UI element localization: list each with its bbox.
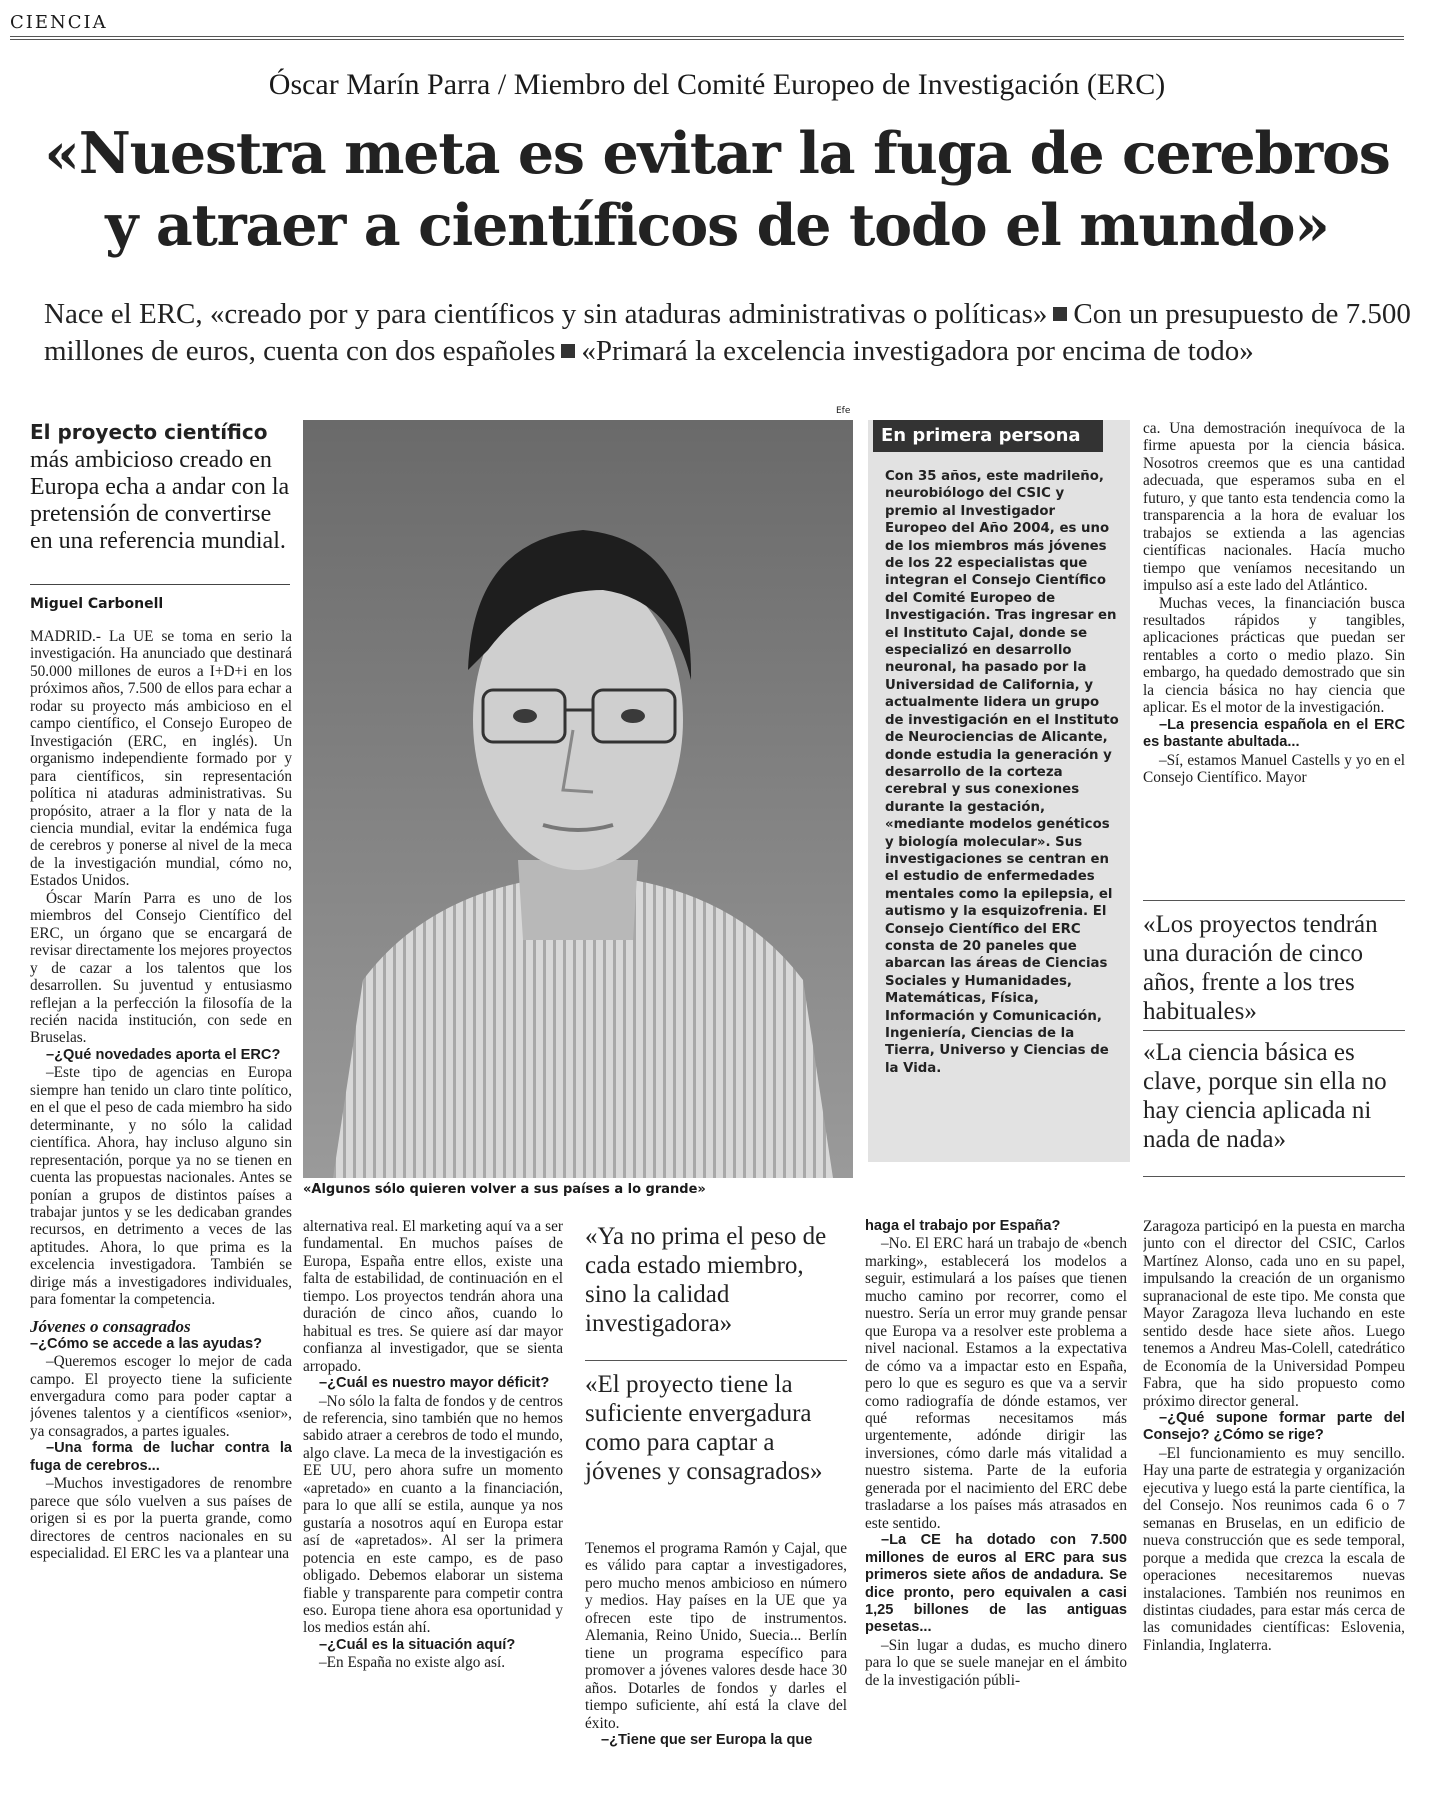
answer: –No. El ERC hará un trabajo de «bench marking», establecerá los modelos a seguir, estimulará a los países que tienen mucho camino por recorrer, como el nuestro. Sería un error muy grande pensar que Europa va a resolver este problema a nivel nacional. Estamos a la expectativa de cómo va a impactar esto en España, pero lo que es seguro es que va a servir como radiografía de dónde estamos, ver qué reformas necesitamos más urgentemente, adónde dirigir las inversiones, cómo darle más vitalidad a nuestro sistema. Parte de la euforia generada por el nacimiento del ERC debe trasladarse a los países más atrasados en este sentido. [865,1235,1127,1532]
paragraph: MADRID.- La UE se toma en serio la investigación. Ha anunciado que destinará 50.000 millones de euros a I+D+i en los próximos años, 7.500 de ellos para echar a rodar su proyecto más ambicioso en el campo científico, el Consejo Europeo de Investigación (ERC, en inglés). Un organismo independiente formado por y para científicos, sin representación política ni ataduras administrativas. Su propósito, atraer a la flor y nata de la ciencia mundial, evitar la endémica fuga de cerebros y ponerse al nivel de la meca de la investigación mundial, cómo no, Estados Unidos. [30,628,292,890]
question: –¿Tiene que ser Europa la que [601,1731,813,1748]
interviewee-line: Óscar Marín Parra / Miembro del Comité Europeo de Investigación (ERC) [268,68,1166,101]
answer: –Sí, estamos Manuel Castells y yo en el Consejo Científico. Mayor [1143,751,1405,787]
byline-divider [30,584,290,585]
lead-bold: El proyecto científico [30,420,268,444]
byline: Miguel Carbonell [30,596,164,612]
answer: –En España no existe algo así. [319,1654,506,1672]
answer: Zaragoza participó en la puesta en marcha junto con el director del CSIC, Carlos Martínez Alonso, cada uno en su papel, impulsando la creación de un organismo supranacional de este tipo. Me consta que Mayor Zaragoza lleva luchando en este sentido desde hace siete años. Luego tenemos a Andreu Mas-Colell, catedrático de Economía de la Universidad Pompeu Fabra, que ha sido propuesto como próximo director general. [1143,1218,1405,1410]
question: –¿Cuál es nuestro mayor déficit? [319,1375,550,1392]
section-label: CIENCIA [10,8,1404,40]
question: –Una forma de luchar contra la fuga de cerebros... [30,1440,292,1474]
column-1 [30,628,292,1798]
pull-quote-divider [1143,900,1405,901]
subhead-part-2: Con un presupuesto de 7.500 millones de euros, cuenta con dos españoles [44,298,1411,367]
paragraph: Óscar Marín Parra es uno de los miembros del Consejo Científico del ERC, un órgano que se encargará de revisar directamente los mejores proyectos y de cazar a los talentos que los desarrollen. Su juventud y entusiasmo reflejan a la perfección la filosofía de la recién nacida institución, con sede en Bruselas. [30,889,292,1047]
pull-quote: «Ya no prima el peso de cada estado miembro, sino la calidad investigadora» [585,1223,827,1337]
question: –La CE ha dotado con 7.500 millones de euros al ERC para sus primeros siete años de andadura. Se dice pronto, pero equivalen a casi 1,25 billones de las antiguas pesetas... [865,1532,1127,1636]
portrait-illustration [303,420,853,1178]
lead-text: más ambicioso creado en Europa echa a andar con la pretensión de convertirse en una referencia mundial. [30,447,290,554]
answer: –Queremos escoger lo mejor de cada campo. El proyecto tiene la suficiente envergadura como para poder captar a jóvenes talentos y a científicos «senior», ya consagrados, a partes iguales. [30,1353,292,1440]
pull-quote-divider [1143,1030,1405,1031]
question: –¿Qué novedades aporta el ERC? [46,1046,281,1063]
column-5-bottom [1143,1218,1405,1798]
answer: Muchas veces, la financiación busca resultados rápidos y tangibles, aplicaciones prácticas que puedan ser rentables a corto o medio plazo. Sin embargo, ha quedado demostrado que sin la ciencia básica no hay ciencia que aplicar. Es el motor de la investigación. [1143,594,1405,717]
question: haga el trabajo por España? [865,1218,1061,1234]
question: –¿Cómo se accede a las ayudas? [30,1335,262,1352]
question: –¿Qué supone formar parte del Consejo? ¿Cómo se rige? [1143,1409,1405,1444]
subhead-part-3: «Primará la excelencia investigadora por encima de todo» [581,335,1254,367]
column-5-top [1143,420,1405,816]
section-subhead: Jóvenes o consagrados [30,1316,191,1336]
answer: –Muchos investigadores de renombre parece que sólo vuelven a sus países de origen si es por la puerta grande, como directores de centros nacionales en su especialidad. El ERC les va a plantear una [30,1475,292,1563]
answer: –No sólo la falta de fondos y de centros de referencia, sino también que no hemos sabido atraer a cerebros de todo el mundo, algo clave. La meca de la investigación es EE UU, pero ahora sufre un momento «apretado» en cuanto a la financiación, para lo que allí se estila, aunque ya nos gustaría a nosotros aquí en Europa estar así de «apretados». Al ser la primera potencia en este campo, es de paso obligado. Debemos elaborar un sistema fiable y transparente para competir contra eso. Europa tiene ahora esa oportunidad y los medios están ahí. [303,1392,563,1637]
answer: alternativa real. El marketing aquí va a ser fundamental. En muchos países de Europa, España entre ellos, existe una falta de estabilidad, de continuación en el tiempo. Los proyectos tendrán ahora una duración de cinco años, cuando lo habitual es tres. Se quiere así dar mayor confianza al investigador, que se sienta arropado. [303,1218,563,1375]
photo-credit: Efe [836,406,851,416]
answer: –El funcionamiento es muy sencillo. Hay una parte de estrategia y organización ejecutiva y luego está la parte científica, la del Consejo. Nos reunimos cada 6 o 7 semanas en Bruselas, en un edificio de nueva construcción que es sede temporal, porque a medida que crezca la escala de operaciones necesitaremos nuevas instalaciones. También nos reunimos en distintas ciudades, para estar más cerca de las comunidades científicas: Eslovenia, Finlandia, Inglaterra. [1143,1444,1405,1654]
question: –¿Cuál es la situación aquí? [319,1636,516,1653]
answer: Tenemos el programa Ramón y Cajal, que es válido para captar a investigadores, pero mucho menos ambicioso en número y medios. Hay países en la UE que ya ofrecen este tipo de instrumentos. Alemania, Reino Unido, Suecia... Berlín tiene un programa específico para promover a jóvenes valores desde hace 30 años. Dotarles de fondos y darles el tiempo suficiente, ahí está la clave del éxito. [585,1540,847,1732]
sidebar-text: Con 35 años, este madrileño, neurobiólogo del CSIC y premio al Investigador Europeo del Año 2004, es uno de los miembros más jóvenes de los 22 especialistas que integran el Consejo Científico del Comité Europeo de Investigación. Tras ingresar en el Instituto Cajal, donde se especializó en desarrollo neuronal, ha pasado por la Universidad de California, y actualmente lidera un grupo de investigación en el Instituto de Neurociencias de Alicante, donde estudia la generación y desarrollo de la corteza cerebral y sus conexiones durante la gestación, «mediante modelos genéticos y biología molecular». Sus investigaciones se centran en el estudio de enfermedades mentales como la epilepsia, el autismo y la esquizofrenia. El Consejo Científico del ERC consta de 20 paneles que abarcan las áreas de Ciencias Sociales y Humanidades, Matemáticas, Física, Información y Comunicación, Ingeniería, Ciencias de la Tierra, Universo y Ciencias de la Vida. [885,469,1119,1076]
answer: –Este tipo de agencias en Europa siempre han tenido un claro tinte político, en el que el peso de cada miembro ha sido determinante, y no sólo la calidad científica. Ahora, hay incluso alguno sin representación, porque ya no se tienen en cuenta las propuestas nacionales. Antes se ponían a grupos de distintos países a trabajar juntos y se les dedicaban grandes recursos, en detrimento a veces de las aptitudes. Ahora, lo que prima es la excelencia investigadora. También se dirige más a investigadores individuales, para fomentar la competencia. [30,1064,292,1309]
portrait-photo [303,420,853,1178]
headline: «Nuestra meta es evitar la fuga de cerebros y atraer a científicos de todo el mundo» [44,120,1390,259]
pull-quote: «El proyecto tiene la suficiente envergadura como para captar a jóvenes y consagrados» [585,1371,823,1485]
pull-quote: «Los proyectos tendrán una duración de cinco años, frente a los tres habituales» [1143,911,1378,1025]
column-3 [585,1540,847,1798]
subhead-part-1: Nace el ERC, «creado por y para científicos y sin ataduras administrativas o políticas» [44,298,1048,330]
answer: ca. Una demostración inequívoca de la firme apuesta por la ciencia básica. Nosotros creemos que es una cantidad adecuada, que esperamos suba en el futuro, y que tanto esta tendencia como la transparencia a la hora de evaluar los trabajos se extienda a las agencias científicas nacionales. Hacía mucho tiempo que veníamos necesitando un impulso así a este lado del Atlántico. [1143,420,1405,595]
pull-quote: «La ciencia básica es clave, porque sin ella no hay ciencia aplicada ni nada de nada» [1143,1039,1387,1153]
pull-quote-divider [585,1360,847,1361]
pull-quote-divider [1143,1176,1405,1177]
answer: –Sin lugar a dudas, es mucho dinero para lo que se suele manejar en el ámbito de la investigación públi- [865,1636,1127,1689]
subheadline [44,296,1424,370]
question: –La presencia española en el ERC es bastante abultada... [1143,716,1405,751]
column-2 [303,1218,563,1798]
column-4 [865,1218,1127,1798]
photo-caption: «Algunos sólo quieren volver a sus países a lo grande» [303,1182,706,1197]
square-bullet-icon [1053,307,1067,321]
square-bullet-icon [561,344,575,358]
sidebar-title: En primera persona [873,420,1103,452]
